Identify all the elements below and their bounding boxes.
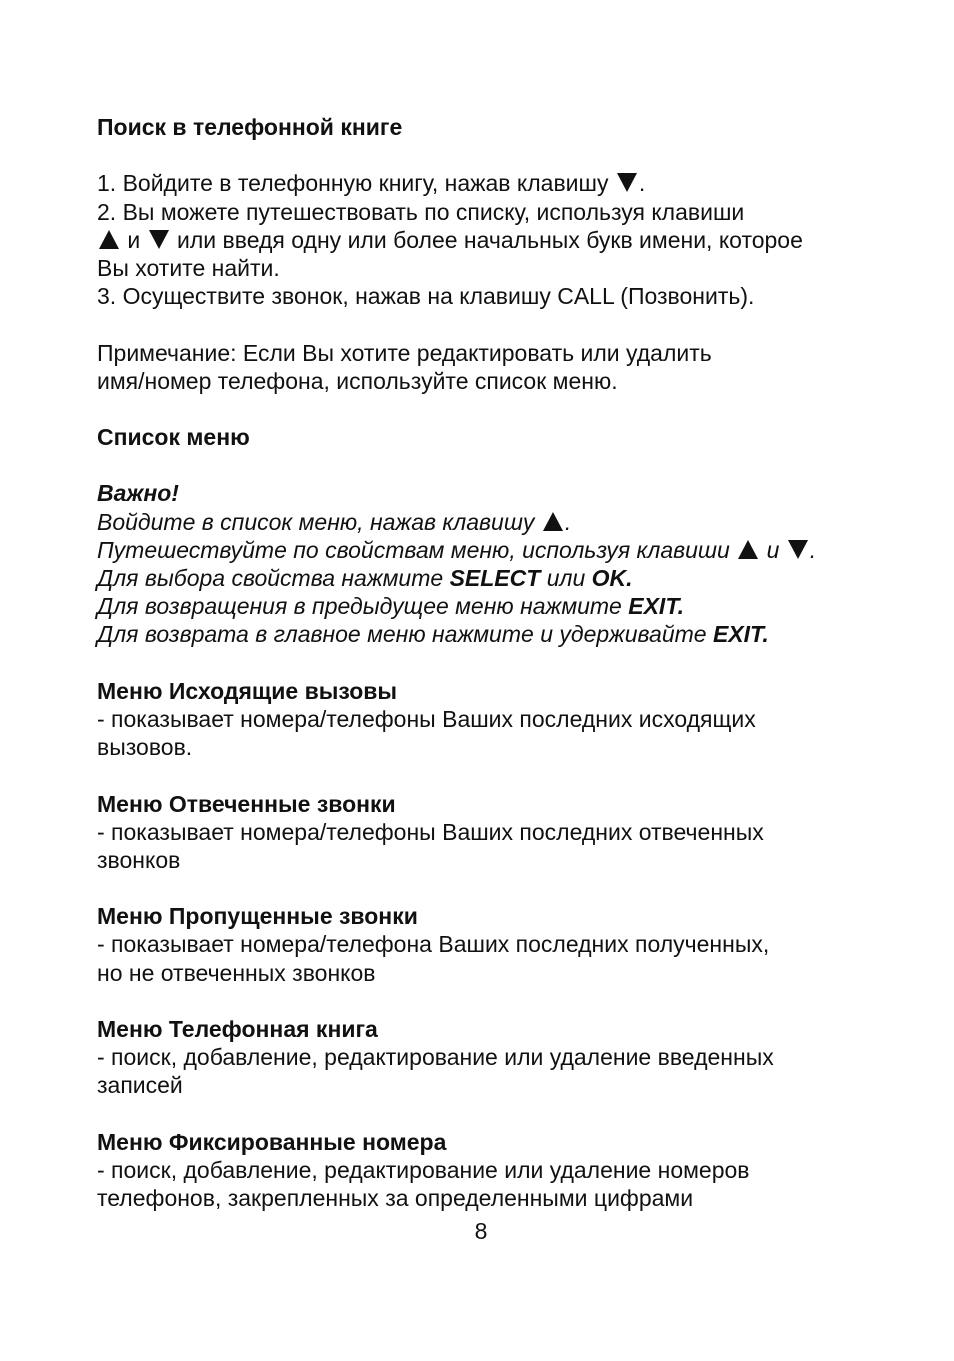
menu-answered-desc-1: - показывает номера/телефоны Ваших последних отвеченных — [97, 818, 764, 845]
up-arrow-icon — [99, 230, 119, 249]
up-arrow-icon — [543, 512, 563, 531]
down-arrow-icon — [617, 173, 637, 192]
spacer — [97, 761, 887, 789]
important-line-5-pre: Для возврата в главное меню нажмите и удерживайте — [97, 621, 707, 648]
menu-outgoing-desc-1: - показывает номера/телефоны Ваших последних исходящих — [97, 705, 756, 732]
menu-phonebook-title: Меню Телефонная книга — [97, 1016, 378, 1042]
important-line-2 — [97, 536, 887, 564]
spacer — [97, 1100, 887, 1128]
important-line-5 — [97, 620, 887, 648]
step-2-and: и — [127, 226, 141, 253]
important-line-1-text: Войдите в список меню, нажав клавишу — [97, 508, 535, 535]
menu-outgoing-desc-2: вызовов. — [97, 734, 193, 761]
select-key-label: SELECT — [449, 565, 541, 591]
important-line-1 — [97, 508, 887, 536]
important-line-2-end: . — [809, 536, 817, 563]
search-heading: Поиск в телефонной книге — [97, 114, 403, 140]
spacer — [97, 451, 887, 479]
search-step-3: 3. Осуществите звонок, нажав на клавишу CALL (Позвонить). — [97, 283, 755, 310]
search-step-1 — [97, 169, 887, 197]
important-line-2-text: Путешествуйте по свойствам меню, используя клавиши — [97, 536, 730, 563]
menu-answered-title: Меню Отвеченные звонки — [97, 790, 396, 817]
menu-missed-desc-2: но не отвеченных звонков — [97, 959, 376, 986]
menu-outgoing-title: Меню Исходящие вызовы — [97, 677, 398, 704]
important-line-4 — [97, 592, 887, 620]
search-step-2-line-3: Вы хотите найти. — [97, 254, 280, 281]
important-title: Важно! — [97, 480, 179, 507]
exit-key-label: EXIT. — [628, 593, 685, 620]
spacer — [97, 141, 887, 169]
important-line-1-end: . — [564, 508, 572, 535]
important-line-2-and: и — [766, 536, 780, 563]
menu-answered-desc-2: звонков — [97, 846, 181, 873]
document-page — [97, 113, 887, 1212]
down-arrow-icon — [149, 230, 169, 249]
important-line-3-or: или — [546, 565, 586, 591]
menu-missed-desc-1: - показывает номера/телефона Ваших последних полученных, — [97, 931, 770, 958]
exit-key-label: EXIT. — [712, 621, 769, 648]
important-line-3-pre: Для выбора свойства нажмите — [97, 565, 444, 591]
important-line-3 — [97, 564, 887, 592]
spacer — [97, 987, 887, 1015]
menu-fixed-numbers-desc-2: телефонов, закрепленных за определенными цифрами — [97, 1185, 694, 1212]
page-number: 8 — [474, 1218, 488, 1244]
menu-fixed-numbers-desc-1: - поиск, добавление, редактирование или удаление номеров — [97, 1156, 750, 1183]
down-arrow-icon — [788, 540, 808, 559]
search-step-2-line-1: 2. Вы можете путешествовать по списку, используя клавиши — [97, 198, 745, 225]
step-1-end: . — [638, 170, 646, 197]
menu-fixed-numbers-title: Меню Фиксированные номера — [97, 1128, 447, 1155]
ok-key-label: OK. — [591, 565, 633, 591]
spacer — [97, 649, 887, 677]
spacer — [97, 310, 887, 338]
menu-phonebook-desc-1: - поиск, добавление, редактирование или удаление введенных — [97, 1044, 774, 1071]
menu-phonebook-desc-2: записей — [97, 1072, 183, 1099]
important-line-4-pre: Для возвращения в предыдущее меню нажмите — [97, 593, 622, 620]
spacer — [97, 395, 887, 423]
menu-missed-title: Меню Пропущенные звонки — [97, 903, 418, 930]
note-line-1: Примечание: Если Вы хотите редактировать или удалить — [97, 339, 712, 366]
menu-list-heading: Список меню — [97, 424, 250, 451]
step-1-text: 1. Войдите в телефонную книгу, нажав клавишу — [97, 170, 609, 197]
search-step-2-line-2 — [97, 226, 887, 254]
step-2-rest: или введя одну или более начальных букв имени, которое — [177, 226, 803, 253]
spacer — [97, 874, 887, 902]
note-line-2: имя/номер телефона, используйте список меню. — [97, 367, 618, 394]
up-arrow-icon — [738, 540, 758, 559]
